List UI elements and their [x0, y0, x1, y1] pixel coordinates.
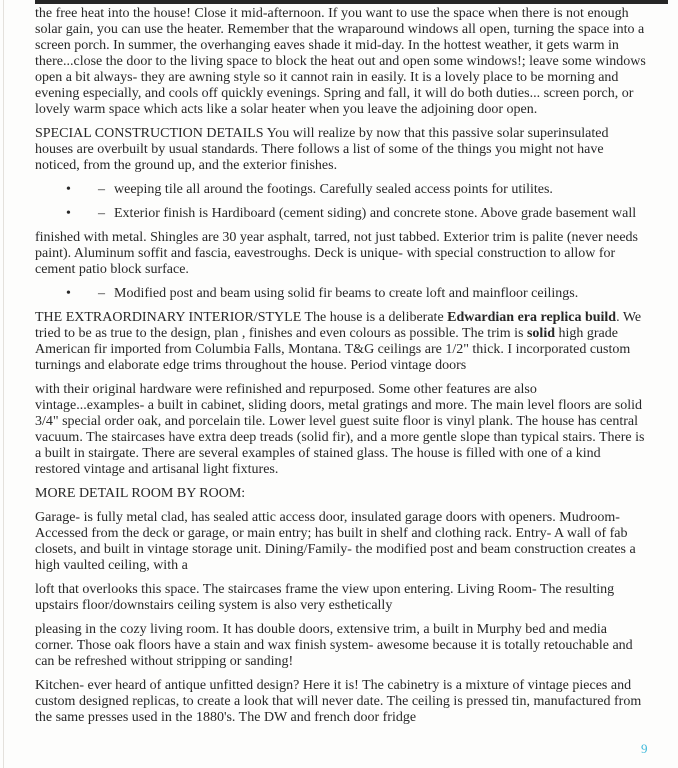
bullet-item-weeping-tile: [35, 182, 648, 198]
paragraph-rooms-living: pleasing in the cozy living room. It has double doors, extensive trim, a built in Murphy bed and media corner. Those oak floors have a stain and wax finish system- awesome because it is totally retouchable and can be refreshed without stripping or sanding!: [35, 622, 633, 669]
paragraph-kitchen: Kitchen- ever heard of antique unfitted design? Here it is! The cabinetry is a mixture of vintage pieces and custom designed replicas, to create a look that will never date. The ceiling is pressed tin, manufactured from the same presses used in the 1880's. The DW and french door fridge: [35, 678, 642, 725]
interior-style-text: . We tried to be as true to the design, plan , finishes and even colours as possible. The trim is: [35, 310, 642, 341]
document-body: [35, 6, 648, 734]
paragraph-vintage-features: with their original hardware were refinished and repurposed. Some other features are also vintage...examples- a built in cabinet, sliding doors, metal gratings and more. The main level floors are solid 3/4" special order oak, and porcelain tile. Lower level guest suite floor is vinyl plank. The house has central vacuum. The staircases have extra deep treads (solid fir), and a more gentle slope than typical stairs. There is a built in stairgate. There are several examples of stained glass. The house is filled with one of a kind restored vintage and artisanal light fixtures.: [35, 382, 645, 477]
paragraph-interior-style: [35, 310, 648, 374]
interior-style-text: high grade American fir imported from Columbia Falls, Montana. T&G ceilings are 1/2" thick. I incorporated custom turnings and elaborate edge trims throughout the house. Period vintage doors: [35, 326, 631, 373]
bullet-dot-icon: •: [66, 182, 71, 197]
bullet-dash: –: [98, 286, 105, 301]
bullet-text: Modified post and beam using solid fir beams to create loft and mainfloor ceilings.: [114, 286, 579, 301]
paragraph-exterior-continuation: finished with metal. Shingles are 30 year asphalt, tarred, not just tabbed. Exterior trim is palite (never needs paint). Aluminum soffit and fascia, eavestroughs. Deck is unique- with special construction to allow for cement patio block surface.: [35, 230, 638, 277]
bullet-dot-icon: •: [66, 286, 71, 301]
page-number-marker: 9: [641, 741, 648, 756]
bullet-dash: –: [98, 182, 105, 197]
bullet-dot-icon: •: [66, 206, 71, 221]
paragraph-special-construction: SPECIAL CONSTRUCTION DETAILS You will realize by now that this passive solar superinsulated houses are overbuilt by usual standards. There follows a list of some of the things you might not have noticed, from the ground up, and the exterior finishes.: [35, 126, 609, 173]
paragraph-rooms-loft: loft that overlooks this space. The staircases frame the view upon entering. Living Room- The resulting upstairs floor/downstairs ceiling system is also very esthetically: [35, 582, 615, 613]
interior-style-bold-solid: solid: [526, 326, 555, 341]
heading-room-by-room: MORE DETAIL ROOM BY ROOM:: [35, 486, 246, 501]
interior-style-bold-edwardian: Edwardian era replica build: [447, 310, 617, 325]
bullet-dash: –: [98, 206, 105, 221]
interior-style-text: THE EXTRAORDINARY INTERIOR/STYLE The house is a deliberate: [35, 310, 448, 325]
paragraph-rooms-garage: Garage- is fully metal clad, has sealed attic access door, insulated garage doors with openers. Mudroom- Accessed from the deck or garage, or main entry; has built in shelf and clothing rack. Entry- A wall of fab closets, and built in vintage storage unit. Dining/Family- the modified post and beam construction creates a high vaulted ceiling, with a: [35, 510, 636, 573]
bullet-text: weeping tile all around the footings. Carefully sealed access points for utilites.: [114, 182, 553, 197]
bullet-text: Exterior finish is Hardiboard (cement siding) and concrete stone. Above grade basement wall: [114, 206, 637, 221]
bullet-item-exterior-finish: [35, 206, 648, 222]
page-edge-line: [3, 0, 4, 768]
top-crop-bar: [35, 0, 668, 4]
paragraph-sunspace: the free heat into the house! Close it mid-afternoon. If you want to use the space when there is not enough solar gain, you can use the heater. Remember that the wraparound windows all open, turning the space into a screen porch. In summer, the overhanging eaves shade it mid-day. In the hottest weather, it gets warm in there...close the door to the living space to block the heat out and open some windows!; leave some windows open a bit always- they are awning style so it cannot rain in easily. It is a lovely place to be morning and evening especially, and cools off quickly evenings. Spring and fall, it will do both duties... screen porch, or lovely warm space which acts like a solar heater when you leave the adjoining door open.: [35, 6, 646, 117]
bullet-item-post-and-beam: [35, 286, 648, 302]
